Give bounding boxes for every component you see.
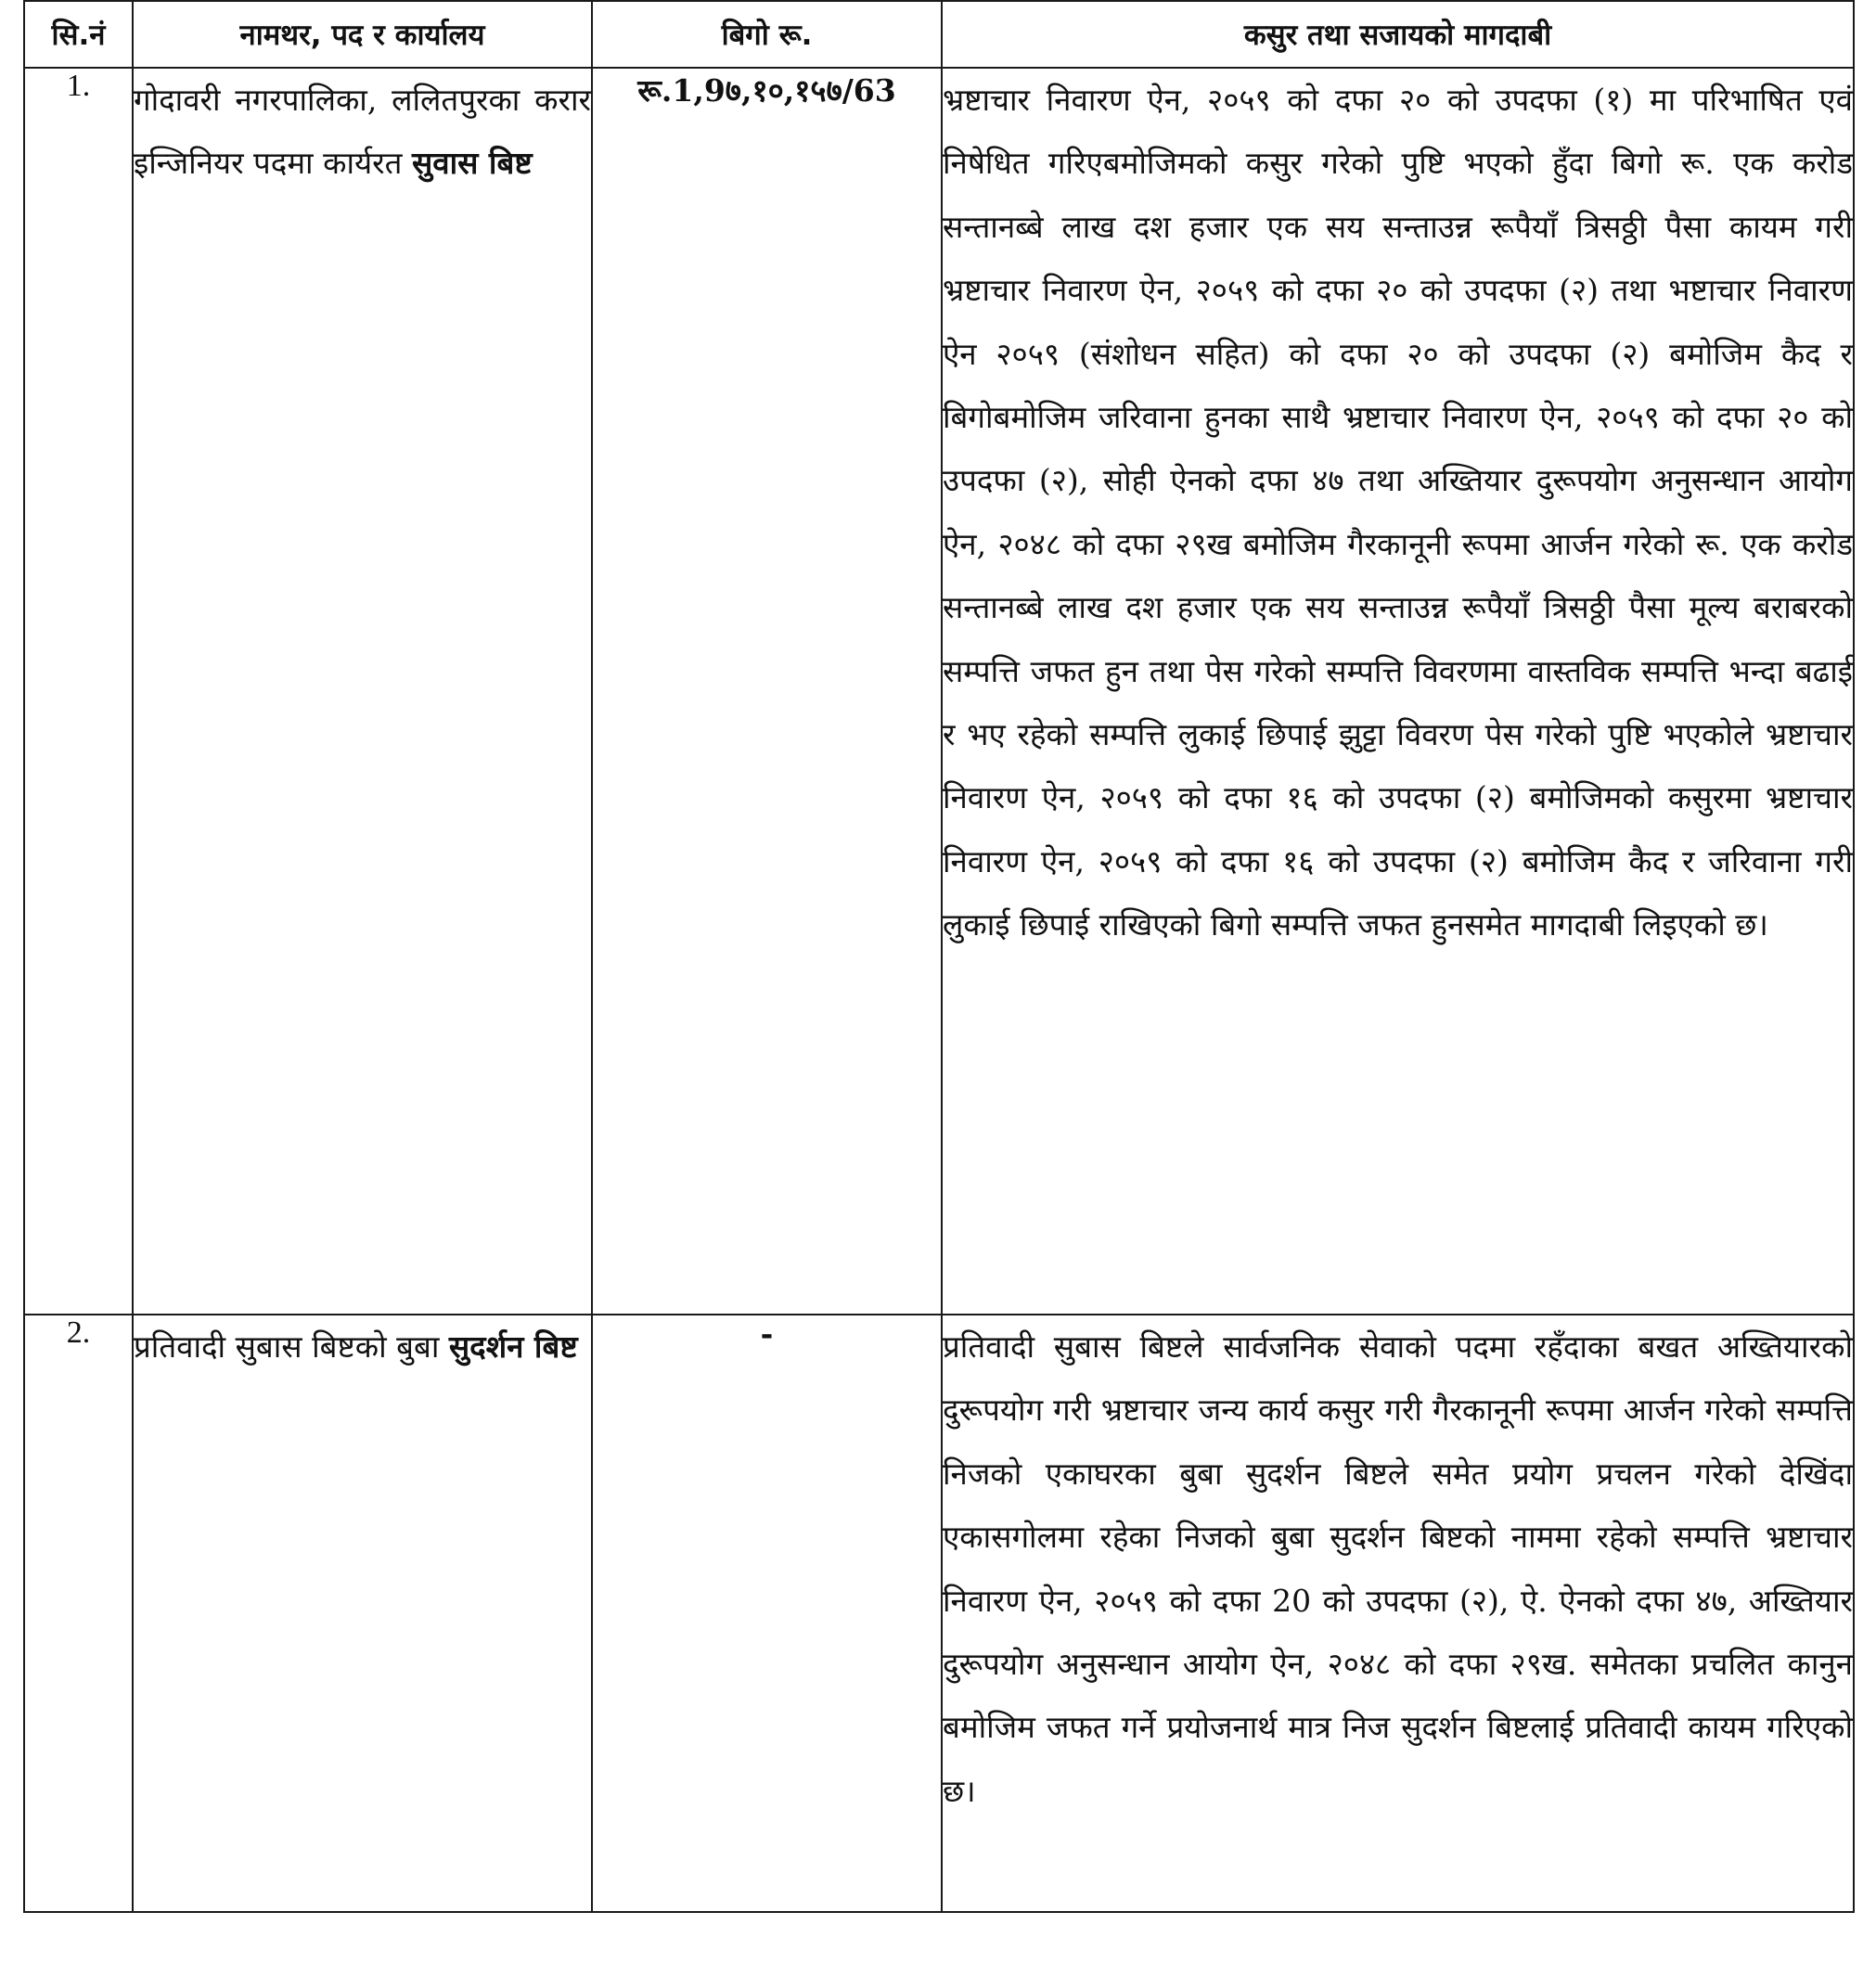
table-row xyxy=(24,1315,1854,1912)
case-table xyxy=(23,0,1855,1913)
table-row xyxy=(24,68,1854,1315)
header-row xyxy=(24,1,1854,68)
serial-cell: 2. xyxy=(24,1315,133,1912)
header-serial: सि.नं xyxy=(24,1,133,68)
serial-cell: 1. xyxy=(24,68,133,1315)
header-amount: बिगो रू. xyxy=(592,1,942,68)
name-text: प्रतिवादी सुबास बिष्टको बुबा xyxy=(134,1328,449,1365)
amount-cell: - xyxy=(592,1315,942,1912)
name-cell xyxy=(133,1315,592,1912)
header-claim: कसुर तथा सजायको मागदाबी xyxy=(942,1,1854,68)
claim-cell: भ्रष्टाचार निवारण ऐन, २०५९ को दफा २० को उपदफा (१) मा परिभाषित एवं निषेधित गरिएबमोजिमको कसुर गरेको पुष्टि भएको हुँदा बिगो रू. एक करोड सन्तानब्बे लाख दश हजार एक सय सन्ताउन्न रूपैयाँ त्रिसठ्ठी पैसा कायम गरी भ्रष्टाचार निवारण ऐन, २०५९ को दफा २० को उपदफा (२) तथा भष्टाचार निवारण ऐन २०५९ (संशोधन सहित) को दफा २० को उपदफा (२) बमोजिम कैद र बिगोबमोजिम जरिवाना हुनका साथै भ्रष्टाचार निवारण ऐन, २०५९ को दफा २० को उपदफा (२), सोही ऐनको दफा ४७ तथा अख्तियार दुरूपयोग अनुसन्धान आयोग ऐन, २०४८ को दफा २९ख बमोजिम गैरकानूनी रूपमा आर्जन गरेको रू. एक करोड सन्तानब्बे लाख दश हजार एक सय सन्ताउन्न रूपैयाँ त्रिसठ्ठी पैसा मूल्य बराबरको सम्पत्ति जफत हुन तथा पेस गरेको सम्पत्ति विवरणमा वास्तविक सम्पत्ति भन्दा बढाई र भए रहेको सम्पत्ति लुकाई छिपाई झुट्टा विवरण पेस गरेको पुष्टि भएकोले भ्रष्टाचार निवारण ऐन, २०५९ को दफा १६ को उपदफा (२) बमोजिमको कसुरमा भ्रष्टाचार निवारण ऐन, २०५९ को दफा १६ को उपदफा (२) बमोजिम कैद र जरिवाना गरी लुकाई छिपाई राखिएको बिगो सम्पत्ति जफत हुनसमेत मागदाबी लिइएको छ। xyxy=(942,68,1854,1315)
name-cell xyxy=(133,68,592,1315)
name-text: गोदावरी नगरपालिका, ललितपुरका करार इन्जिनियर पदमा कार्यरत xyxy=(134,82,591,181)
claim-cell: प्रतिवादी सुबास बिष्टले सार्वजनिक सेवाको पदमा रहँदाका बखत अख्तियारको दुरूपयोग गरी भ्रष्टाचार जन्य कार्य कसुर गरी गैरकानूनी रूपमा आर्जन गरेको सम्पत्ति निजको एकाघरका बुबा सुदर्शन बिष्टले समेत प्रयोग प्रचलन गरेको देखिंदा एकासगोलमा रहेका निजको बुबा सुदर्शन बिष्टको नाममा रहेको सम्पत्ति भ्रष्टाचार निवारण ऐन, २०५९ को दफा 20 को उपदफा (२), ऐ. ऐनको दफा ४७, अख्तियार दुरूपयोग अनुसन्धान आयोग ऐन, २०४८ को दफा २९ख. समेतका प्रचलित कानुन बमोजिम जफत गर्ने प्रयोजनार्थ मात्र निज सुदर्शन बिष्टलाई प्रतिवादी कायम गरिएको छ। xyxy=(942,1315,1854,1912)
header-name-post-office: नामथर, पद र कार्यालय xyxy=(133,1,592,68)
accused-name: सुवास बिष्ट xyxy=(411,145,533,181)
defendant-name: सुदर्शन बिष्ट xyxy=(448,1328,578,1365)
amount-cell: रू.1,9७,१०,१५७/63 xyxy=(592,68,942,1315)
